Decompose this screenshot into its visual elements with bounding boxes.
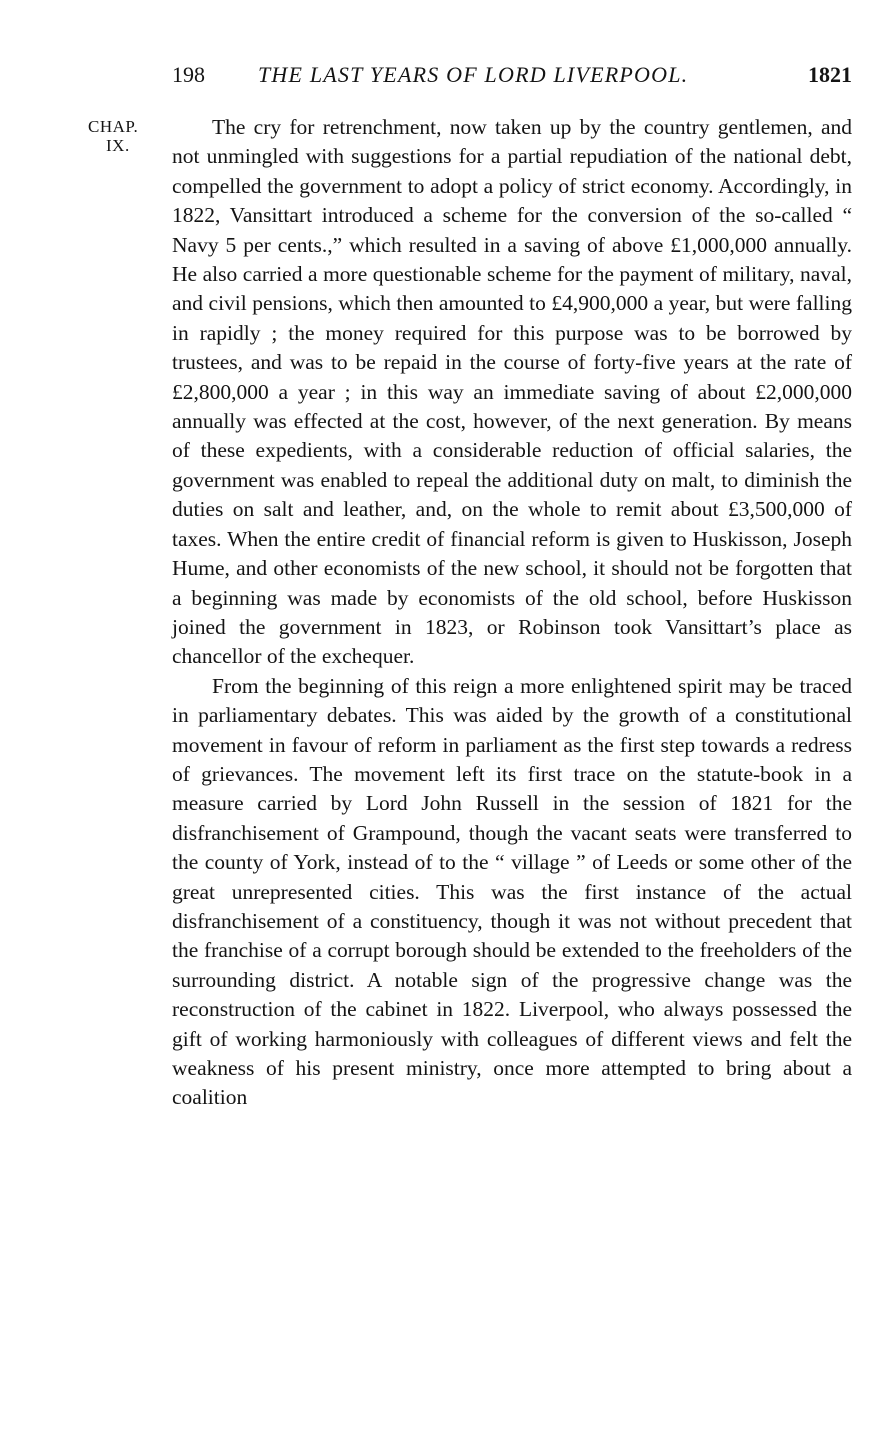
running-title: THE LAST YEARS OF LORD LIVERPOOL. xyxy=(258,62,689,87)
body-text xyxy=(172,113,852,1113)
chapter-label: CHAP. xyxy=(88,117,139,136)
chapter-number: IX. xyxy=(106,136,130,155)
chapter-margin-note xyxy=(88,117,158,155)
page-number: 198 xyxy=(172,62,205,87)
running-head xyxy=(172,60,852,90)
running-year: 1821 xyxy=(808,62,852,87)
paragraph: From the beginning of this reign a more enlightened spirit may be traced in parliamentary debates. This was aided by the growth of a constitutional movement in favour of reform in parliament as the first step towards a redress of grievances. The movement left its first trace on the statute-book in a measure carried by Lord John Russell in the session of 1821 for the disfranchisement of Grampound, though the vacant seats were transferred to the county of York, instead of to the “ village ” of Leeds or some other of the great unrepresented cities. This was the first instance of the actual disfranchisement of a constituency, though it was not without precedent that the franchise of a corrupt borough should be extended to the freeholders of the surrounding district. A notable sign of the progressive change was the reconstruction of the cabinet in 1822. Liverpool, who always possessed the gift of working harmoniously with colleagues of different views and felt the weakness of his present ministry, once more attempted to bring about a coalition xyxy=(172,673,852,1110)
paragraph: The cry for retrenchment, now taken up by the country gentlemen, and not unmingled with suggestions for a partial repudiation of the national debt, compelled the government to adopt a policy of strict economy. Accordingly, in 1822, Vansittart introduced a scheme for the conversion of the so-called “ Navy 5 per cents.,” which resulted in a saving of above £1,000,000 annually. He also carried a more questionable scheme for the payment of military, naval, and civil pensions, which then amounted to £4,900,000 a year, but were falling in rapidly ; the money required for this purpose was to be borrowed by trustees, and was to be repaid in the course of forty-five years at the rate of £2,800,000 a year ; in this way an immediate saving of about £2,000,000 annually was effected at the cost, however, of the next generation. By means of these expedients, with a considerable reduction of official salaries, the government was enabled to repeal the additional duty on malt, to diminish the duties on salt and leather, and, on the whole to remit about £3,500,000 of taxes. When the entire credit of financial reform is given to Huskisson, Joseph Hume, and other economists of the new school, it should not be forgotten that a beginning was made by economists of the old school, before Huskisson joined the government in 1823, or Robinson took Vansittart’s place as chancellor of the exchequer. xyxy=(172,115,852,669)
